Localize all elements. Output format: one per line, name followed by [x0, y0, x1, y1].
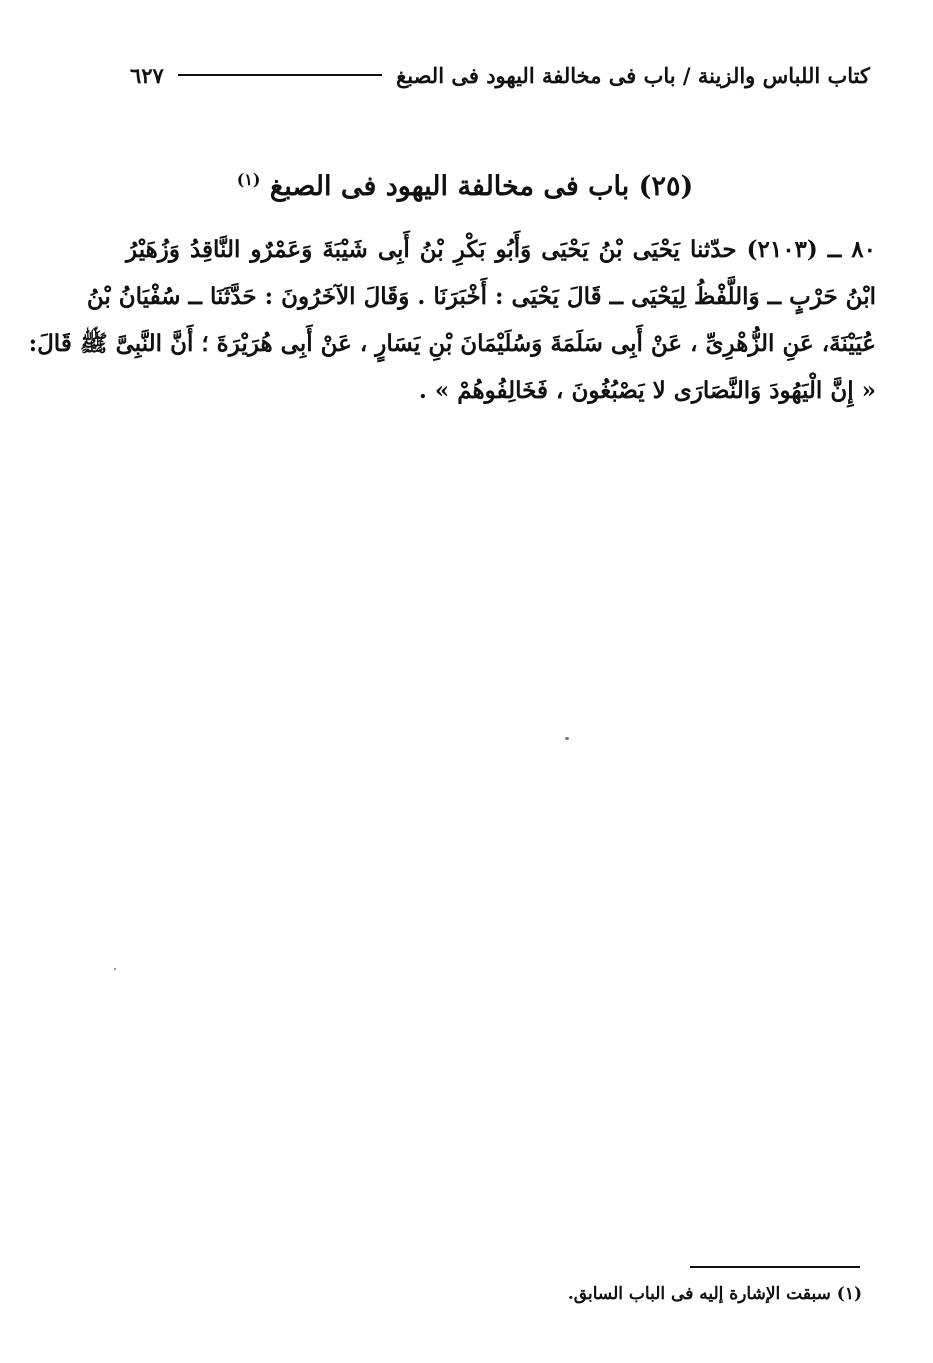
header-rule [178, 74, 382, 76]
hadith-text [28, 226, 876, 414]
running-title: كتاب اللباس والزينة / باب فى مخالفة اليهود فى الصبغ [396, 62, 870, 88]
footnote-rule [690, 1266, 860, 1268]
running-header [130, 58, 870, 92]
footnote-reference: (١) [236, 170, 261, 189]
hadith-line: عُيَيْنَةَ، عَنِ الزُّهْرِىِّ ، عَنْ أَبِى سَلَمَةَ وَسُلَيْمَانَ بْنِ يَسَارٍ ، عَنْ أَبِى هُرَيْرَةَ ؛ أَنَّ النَّبِىَّ ﷺ قَالَ: [28, 330, 876, 357]
page-number: ٦٢٧ [130, 62, 164, 88]
hadith-line: ابْنُ حَرْبٍ ــ وَاللَّفْظُ لِيَحْيَى ــ قَالَ يَحْيَى : أَخْبَرَنَا . وَقَالَ الآخَرُونَ : حَدَّثَنَا ــ سُفْيَانُ بْنُ [86, 283, 876, 310]
hadith-line: « إِنَّ الْيَهُودَ وَالنَّصَارَى لا يَصْبُغُونَ ، فَخَالِفُوهُمْ » . [418, 377, 876, 404]
chapter-heading-text: (٢٥) باب فى مخالفة اليهود فى الصبغ [269, 171, 694, 202]
hadith-line: ٨٠ ــ (٢١٠٣) حدّثنا يَحْيَى بْنُ يَحْيَى وَأَبُو بَكْرِ بْنُ أَبِى شَيْبَةَ وَعَمْرٌو النَّاقِدُ وَزُهَيْرُ [126, 236, 876, 263]
scan-speck [114, 968, 116, 970]
footnote: (١) سبقت الإشارة إليه فى الباب السابق. [567, 1284, 862, 1304]
scan-speck [565, 737, 569, 740]
chapter-heading [150, 170, 780, 202]
